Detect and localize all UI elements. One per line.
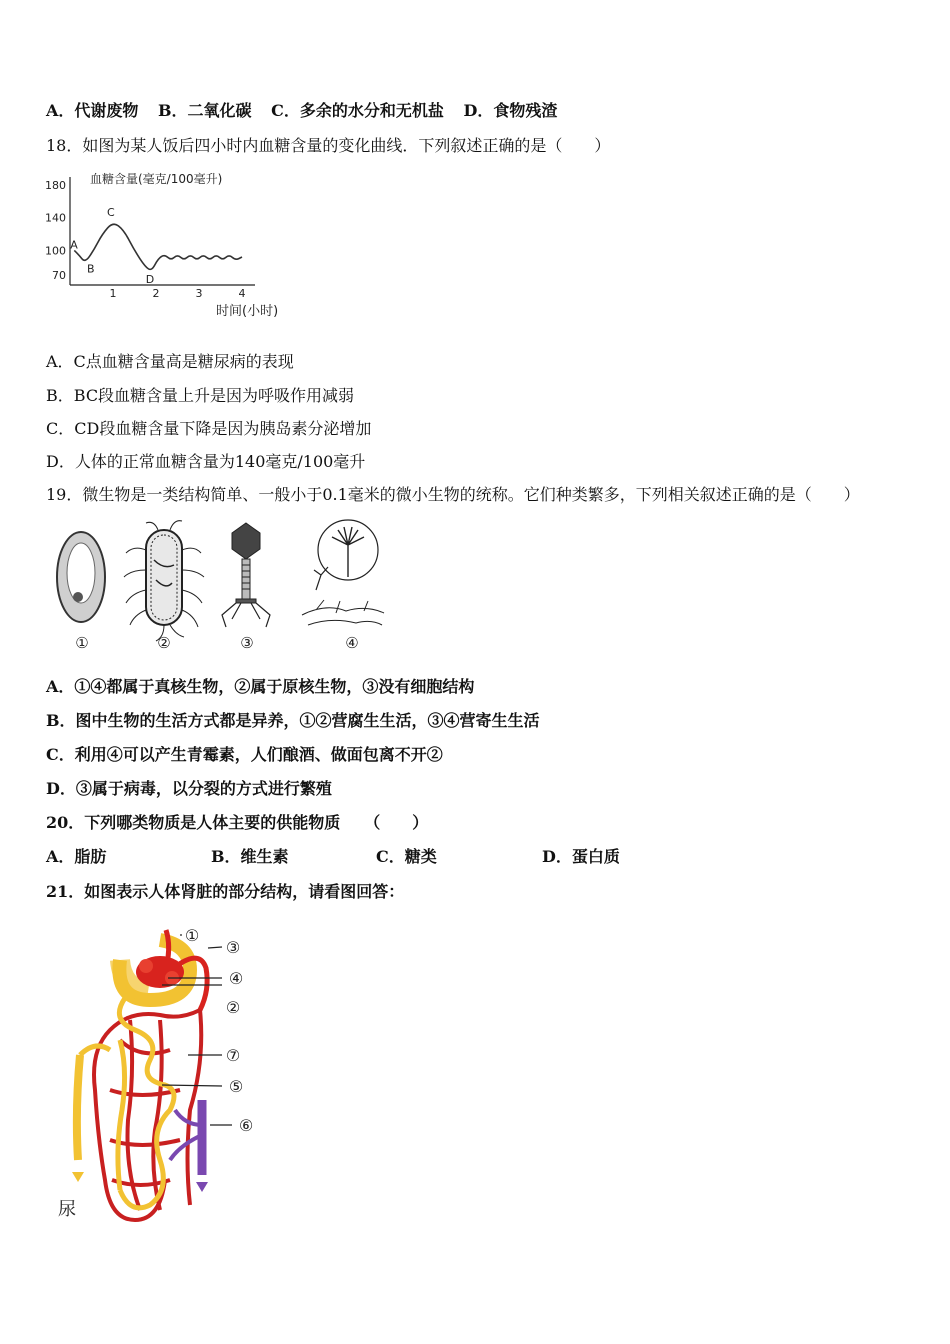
nephron-label-7: ⑦ — [225, 1046, 241, 1065]
q19-option-a: A．①④都属于真核生物，②属于原核生物，③没有细胞结构 — [46, 677, 475, 696]
yeast-cell-illustration — [57, 532, 105, 622]
glomerulus-illustration — [136, 956, 184, 988]
q20-stem: 20．下列哪类物质是人体主要的供能物质 （ ） — [46, 813, 429, 832]
point-label-b: B — [87, 262, 95, 276]
capillary-network-illustration — [94, 1010, 201, 1220]
figure-label-1: ① — [75, 634, 89, 652]
x-tick-label: 2 — [152, 287, 160, 300]
q19-stem: 19．微生物是一类结构简单、一般小于0.1毫米的微小生物的统称。它们种类繁多，下列相关叙述正确的是（ ） — [46, 485, 860, 504]
penicillium-illustration — [302, 520, 384, 625]
urine-label: 尿 — [58, 1199, 76, 1220]
q17-option-d: D．食物残渣 — [463, 101, 558, 120]
q20-option-c: C．糖类 — [376, 847, 437, 866]
figure-label-3: ③ — [240, 634, 254, 652]
chart-x-axis-label: 时间(小时) — [216, 304, 279, 319]
x-tick-label: 3 — [195, 287, 203, 300]
figure-label-4: ④ — [345, 634, 359, 652]
q20-option-b: B．维生素 — [211, 847, 289, 866]
nephron-label-3: ③ — [225, 938, 241, 957]
y-tick-label: 70 — [52, 269, 66, 282]
chart-axes — [70, 177, 255, 285]
nephron-label-4: ④ — [228, 969, 244, 988]
q18-option-a: A．C点血糖含量高是糖尿病的表现 — [46, 352, 294, 371]
nephron-label-6: ⑥ — [238, 1116, 254, 1135]
chart-line-blood-sugar — [74, 224, 242, 269]
nephron-label-5: ⑤ — [228, 1077, 244, 1096]
q19-microorganism-figure — [46, 515, 396, 655]
q18-option-c: C．CD段血糖含量下降是因为胰岛素分泌增加 — [46, 419, 372, 438]
q17-option-b: B．二氧化碳 — [158, 101, 252, 120]
x-tick-label: 1 — [109, 287, 117, 300]
y-tick-label: 180 — [45, 179, 66, 192]
figure-label-2: ② — [157, 634, 171, 652]
q17-option-a: A．代谢废物 — [46, 101, 139, 120]
nephron-label-1: ① — [184, 926, 200, 945]
q19-option-c: C．利用④可以产生青霉素，人们酿酒、做面包离不开② — [46, 745, 443, 764]
urine-arrow-icon — [72, 1172, 84, 1182]
point-label-a: A — [70, 238, 78, 252]
chart-point-labels — [70, 206, 154, 286]
vein-outflow-arrow-icon — [196, 1182, 208, 1192]
q19-option-d: D．③属于病毒，以分裂的方式进行繁殖 — [46, 779, 332, 798]
q18-option-d: D．人体的正常血糖含量为140毫克/100毫升 — [46, 452, 366, 471]
q18-option-b: B．BC段血糖含量上升是因为呼吸作用减弱 — [46, 386, 355, 405]
q20-option-d: D．蛋白质 — [542, 847, 620, 866]
q19-option-b: B．图中生物的生活方式都是异养，①②营腐生生活，③④营寄生生活 — [46, 711, 540, 730]
q18-blood-sugar-chart — [40, 165, 300, 325]
chart-x-ticks — [110, 287, 246, 300]
q17-option-c: C．多余的水分和无机盐 — [271, 101, 444, 120]
point-label-c: C — [107, 205, 115, 219]
q20-option-a: A．脂肪 — [46, 847, 107, 866]
q17-options-row — [46, 101, 557, 121]
y-tick-label: 100 — [45, 244, 66, 258]
point-label-d: D — [145, 272, 155, 286]
q21-stem: 21．如图表示人体肾脏的部分结构，请看图回答： — [46, 882, 405, 901]
bacteriophage-illustration — [222, 523, 270, 627]
nephron-label-2: ② — [225, 998, 241, 1017]
q18-stem: 18．如图为某人饭后四小时内血糖含量的变化曲线．下列叙述正确的是（ ） — [46, 136, 611, 155]
chart-y-ticks — [45, 179, 66, 282]
bacterium-illustration — [124, 521, 204, 641]
chart-title: 血糖含量(毫克/100毫升) — [90, 172, 223, 186]
q21-nephron-figure — [50, 920, 280, 1235]
x-tick-label: 4 — [238, 287, 246, 300]
afferent-arteriole-illustration — [166, 930, 169, 958]
y-tick-label: 140 — [45, 211, 66, 225]
